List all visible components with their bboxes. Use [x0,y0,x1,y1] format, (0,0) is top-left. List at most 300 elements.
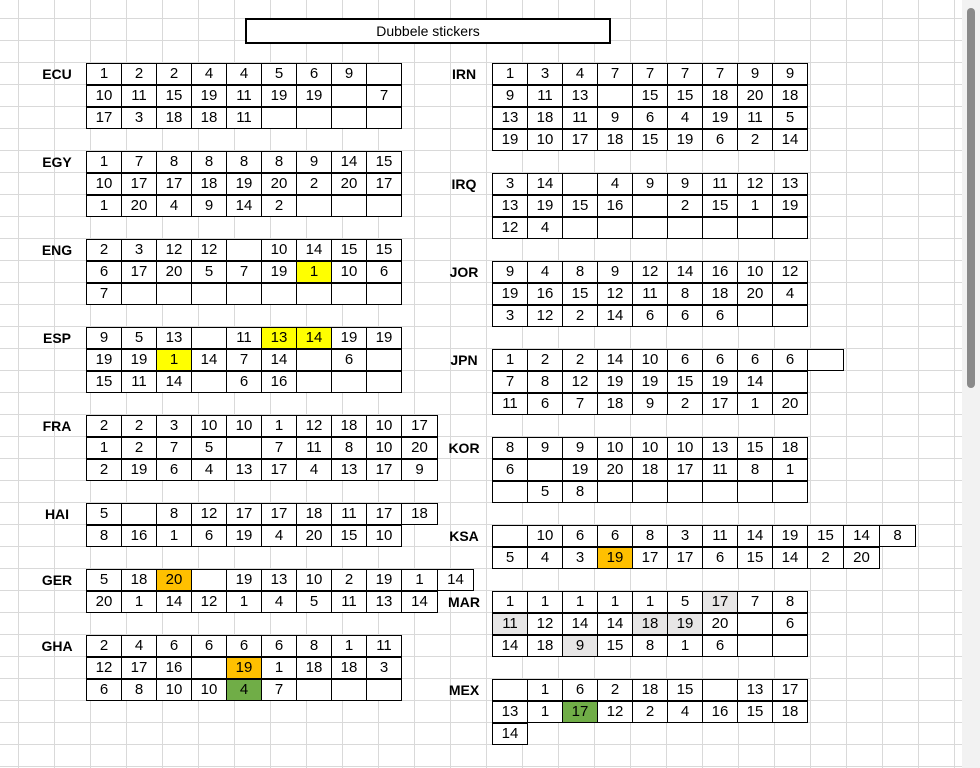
sticker-cell[interactable]: 4 [226,679,262,701]
sticker-cell[interactable]: 19 [121,349,157,371]
sticker-cell[interactable]: 11 [702,173,738,195]
sticker-cell[interactable]: 12 [737,173,773,195]
sticker-cell[interactable]: 14 [296,327,332,349]
sticker-cell[interactable] [296,195,332,217]
sticker-cell[interactable]: 18 [772,701,808,723]
sticker-cell[interactable]: 17 [121,173,157,195]
sticker-cell[interactable] [737,305,773,327]
sticker-cell[interactable]: 19 [191,85,227,107]
sticker-cell[interactable]: 2 [331,569,367,591]
sticker-cell[interactable]: 1 [121,591,157,613]
sticker-cell[interactable]: 9 [772,63,808,85]
sticker-cell[interactable] [492,481,528,503]
sticker-cell[interactable]: 5 [667,591,703,613]
sticker-cell[interactable]: 1 [527,679,563,701]
sticker-cell[interactable] [562,173,598,195]
sticker-cell[interactable]: 11 [492,393,528,415]
sticker-cell[interactable] [226,283,262,305]
sticker-cell[interactable]: 1 [86,151,122,173]
sticker-cell[interactable]: 6 [86,679,122,701]
sticker-cell[interactable]: 1 [261,657,297,679]
sticker-cell[interactable]: 6 [702,129,738,151]
sticker-cell[interactable]: 16 [121,525,157,547]
sticker-cell[interactable]: 14 [492,723,528,745]
sticker-cell[interactable]: 7 [156,437,192,459]
sticker-cell[interactable]: 14 [191,349,227,371]
sticker-cell[interactable]: 14 [437,569,474,591]
sticker-cell[interactable] [366,679,402,701]
sticker-cell[interactable]: 19 [702,107,738,129]
sticker-cell[interactable]: 2 [86,459,122,481]
scrollbar-thumb[interactable] [967,8,975,388]
sticker-cell[interactable]: 14 [492,635,528,657]
sticker-cell[interactable]: 4 [527,547,563,569]
sticker-cell[interactable]: 10 [86,173,122,195]
sticker-cell[interactable]: 20 [401,437,438,459]
sticker-cell[interactable]: 9 [191,195,227,217]
sticker-cell[interactable]: 1 [86,437,122,459]
sticker-cell[interactable]: 14 [843,525,880,547]
sticker-cell[interactable]: 18 [296,503,332,525]
sticker-cell[interactable]: 12 [296,415,332,437]
sticker-cell[interactable]: 12 [156,239,192,261]
sticker-cell[interactable] [261,283,297,305]
sticker-cell[interactable]: 19 [702,371,738,393]
sticker-cell[interactable]: 10 [191,679,227,701]
sticker-cell[interactable]: 1 [562,591,598,613]
sticker-cell[interactable]: 1 [772,459,808,481]
sticker-cell[interactable]: 6 [772,613,808,635]
sticker-cell[interactable]: 18 [121,569,157,591]
sticker-cell[interactable]: 13 [702,437,738,459]
sticker-cell[interactable]: 5 [527,481,563,503]
sticker-cell[interactable]: 8 [156,151,192,173]
sticker-cell[interactable]: 19 [331,327,367,349]
sticker-cell[interactable]: 20 [737,283,773,305]
sticker-cell[interactable]: 19 [226,569,262,591]
sticker-cell[interactable] [366,371,402,393]
sticker-cell[interactable]: 17 [366,459,402,481]
sticker-cell[interactable]: 1 [261,415,297,437]
sticker-cell[interactable]: 13 [331,459,367,481]
sticker-cell[interactable]: 19 [492,129,528,151]
sticker-cell[interactable]: 4 [156,195,192,217]
sticker-cell[interactable]: 9 [632,173,668,195]
sticker-cell[interactable]: 6 [156,459,192,481]
sticker-cell[interactable]: 19 [492,283,528,305]
sticker-cell[interactable]: 18 [527,107,563,129]
sticker-cell[interactable]: 20 [86,591,122,613]
sticker-cell[interactable]: 13 [562,85,598,107]
sticker-cell[interactable]: 13 [261,569,297,591]
sticker-cell[interactable]: 15 [632,129,668,151]
sticker-cell[interactable]: 14 [597,349,633,371]
sticker-cell[interactable]: 16 [527,283,563,305]
sticker-cell[interactable]: 15 [331,525,367,547]
sticker-cell[interactable]: 14 [597,305,633,327]
sticker-cell[interactable]: 2 [562,305,598,327]
sticker-cell[interactable]: 19 [226,173,262,195]
sticker-cell[interactable]: 19 [366,569,402,591]
sticker-cell[interactable]: 11 [331,503,367,525]
sticker-cell[interactable]: 3 [492,173,528,195]
sticker-cell[interactable]: 5 [261,63,297,85]
sticker-cell[interactable]: 8 [632,525,668,547]
sticker-cell[interactable]: 15 [366,151,402,173]
sticker-cell[interactable]: 15 [737,547,773,569]
sticker-cell[interactable]: 7 [261,437,297,459]
sticker-cell[interactable]: 2 [296,173,332,195]
sticker-cell[interactable]: 4 [261,591,297,613]
sticker-cell[interactable]: 7 [667,63,703,85]
sticker-cell[interactable]: 10 [527,129,563,151]
sticker-cell[interactable]: 9 [597,107,633,129]
sticker-cell[interactable]: 17 [261,459,297,481]
sticker-cell[interactable]: 14 [156,591,192,613]
sticker-cell[interactable]: 18 [527,635,563,657]
sticker-cell[interactable]: 7 [226,349,262,371]
sticker-cell[interactable]: 5 [191,437,227,459]
sticker-cell[interactable]: 6 [156,635,192,657]
sticker-cell[interactable]: 2 [86,239,122,261]
sticker-cell[interactable]: 15 [366,239,402,261]
sticker-cell[interactable]: 7 [366,85,402,107]
sticker-cell[interactable]: 8 [667,283,703,305]
sticker-cell[interactable]: 15 [86,371,122,393]
sticker-cell[interactable]: 14 [737,525,773,547]
sticker-cell[interactable]: 14 [296,239,332,261]
sticker-cell[interactable]: 10 [366,415,402,437]
sticker-cell[interactable] [296,283,332,305]
sticker-cell[interactable]: 9 [296,151,332,173]
sticker-cell[interactable]: 15 [667,371,703,393]
sticker-cell[interactable] [191,283,227,305]
sticker-cell[interactable]: 19 [597,547,633,569]
sticker-cell[interactable]: 10 [366,437,402,459]
sticker-cell[interactable]: 5 [121,327,157,349]
sticker-cell[interactable]: 9 [527,437,563,459]
sticker-cell[interactable]: 17 [261,503,297,525]
sticker-cell[interactable]: 1 [527,591,563,613]
sticker-cell[interactable]: 11 [702,525,738,547]
sticker-cell[interactable]: 3 [156,415,192,437]
sticker-cell[interactable]: 11 [527,85,563,107]
sticker-cell[interactable]: 4 [527,217,563,239]
sticker-cell[interactable]: 19 [226,525,262,547]
sticker-cell[interactable] [737,481,773,503]
sticker-cell[interactable]: 14 [331,151,367,173]
sticker-cell[interactable]: 15 [562,283,598,305]
sticker-cell[interactable]: 1 [492,349,528,371]
sticker-cell[interactable] [331,195,367,217]
sticker-cell[interactable]: 8 [156,503,192,525]
sticker-cell[interactable]: 10 [632,437,668,459]
sticker-cell[interactable] [121,283,157,305]
sticker-cell[interactable]: 6 [702,635,738,657]
sticker-cell[interactable]: 17 [772,679,808,701]
sticker-cell[interactable] [597,85,633,107]
sticker-cell[interactable]: 7 [261,679,297,701]
sticker-cell[interactable]: 8 [261,151,297,173]
sticker-cell[interactable]: 15 [156,85,192,107]
sticker-cell[interactable] [226,239,262,261]
sticker-cell[interactable]: 14 [772,129,808,151]
sticker-cell[interactable] [191,657,227,679]
sticker-cell[interactable]: 12 [527,613,563,635]
sticker-cell[interactable] [772,217,808,239]
sticker-cell[interactable]: 8 [737,459,773,481]
sticker-cell[interactable]: 6 [226,635,262,657]
sticker-cell[interactable]: 15 [807,525,844,547]
sticker-cell[interactable]: 18 [632,459,668,481]
sticker-cell[interactable]: 11 [366,635,402,657]
sticker-cell[interactable]: 1 [597,591,633,613]
sticker-cell[interactable]: 4 [597,173,633,195]
sticker-cell[interactable]: 20 [772,393,808,415]
sticker-cell[interactable]: 1 [226,591,262,613]
sticker-cell[interactable]: 8 [296,635,332,657]
sticker-cell[interactable]: 10 [667,437,703,459]
sticker-cell[interactable] [492,525,528,547]
sticker-cell[interactable] [191,569,227,591]
sticker-cell[interactable]: 16 [702,701,738,723]
sticker-cell[interactable]: 14 [261,349,297,371]
sticker-cell[interactable]: 1 [492,63,528,85]
sticker-cell[interactable]: 9 [401,459,438,481]
sticker-cell[interactable]: 11 [121,85,157,107]
sticker-cell[interactable] [737,613,773,635]
sticker-cell[interactable]: 11 [492,613,528,635]
sticker-cell[interactable]: 8 [331,437,367,459]
sticker-cell[interactable] [366,349,402,371]
sticker-cell[interactable]: 12 [191,503,227,525]
sticker-cell[interactable]: 18 [191,107,227,129]
sticker-cell[interactable]: 19 [562,459,598,481]
sticker-cell[interactable]: 12 [562,371,598,393]
sticker-cell[interactable]: 18 [191,173,227,195]
sticker-cell[interactable]: 11 [226,327,262,349]
sticker-cell[interactable] [597,481,633,503]
sticker-cell[interactable]: 18 [597,129,633,151]
sticker-cell[interactable]: 15 [597,635,633,657]
sticker-cell[interactable]: 10 [632,349,668,371]
sticker-cell[interactable]: 11 [226,107,262,129]
sticker-cell[interactable]: 2 [667,393,703,415]
sticker-cell[interactable]: 19 [667,129,703,151]
sticker-cell[interactable]: 10 [261,239,297,261]
sticker-cell[interactable]: 18 [702,283,738,305]
sticker-cell[interactable]: 13 [492,107,528,129]
sticker-cell[interactable]: 6 [191,635,227,657]
sticker-cell[interactable] [226,437,262,459]
sticker-cell[interactable]: 8 [121,679,157,701]
sticker-cell[interactable]: 13 [156,327,192,349]
sticker-cell[interactable]: 12 [632,261,668,283]
sticker-cell[interactable]: 6 [597,525,633,547]
sticker-cell[interactable] [366,107,402,129]
sticker-cell[interactable]: 2 [597,679,633,701]
sticker-cell[interactable]: 18 [597,393,633,415]
sticker-cell[interactable]: 14 [772,547,808,569]
sticker-cell[interactable]: 11 [632,283,668,305]
sticker-cell[interactable]: 10 [366,525,402,547]
sticker-cell[interactable]: 16 [156,657,192,679]
sticker-cell[interactable] [772,635,808,657]
sticker-cell[interactable]: 19 [296,85,332,107]
sticker-cell[interactable]: 20 [296,525,332,547]
sticker-cell[interactable] [702,679,738,701]
sticker-cell[interactable]: 17 [632,547,668,569]
sticker-cell[interactable]: 1 [492,591,528,613]
sticker-cell[interactable]: 11 [737,107,773,129]
sticker-cell[interactable]: 13 [492,701,528,723]
sticker-cell[interactable]: 10 [597,437,633,459]
sticker-cell[interactable]: 1 [296,261,332,283]
sticker-cell[interactable]: 18 [296,657,332,679]
sticker-cell[interactable]: 4 [527,261,563,283]
sticker-cell[interactable]: 19 [121,459,157,481]
sticker-cell[interactable]: 18 [772,85,808,107]
sticker-cell[interactable]: 1 [737,195,773,217]
sticker-cell[interactable]: 13 [492,195,528,217]
sticker-cell[interactable]: 15 [737,437,773,459]
sticker-cell[interactable] [772,371,808,393]
sticker-cell[interactable]: 2 [807,547,844,569]
sticker-cell[interactable]: 1 [156,525,192,547]
sticker-cell[interactable]: 8 [86,525,122,547]
sticker-cell[interactable] [296,679,332,701]
sticker-cell[interactable]: 2 [121,437,157,459]
sticker-cell[interactable]: 9 [492,85,528,107]
sticker-cell[interactable] [807,349,844,371]
sticker-cell[interactable]: 19 [261,85,297,107]
sticker-cell[interactable]: 7 [492,371,528,393]
sticker-cell[interactable]: 10 [737,261,773,283]
sticker-cell[interactable]: 17 [562,701,598,723]
sticker-cell[interactable] [191,327,227,349]
sticker-cell[interactable]: 4 [296,459,332,481]
sticker-cell[interactable] [667,481,703,503]
sticker-cell[interactable]: 19 [597,371,633,393]
sticker-cell[interactable]: 6 [296,63,332,85]
sticker-cell[interactable]: 14 [156,371,192,393]
sticker-cell[interactable]: 8 [772,591,808,613]
sticker-cell[interactable]: 2 [667,195,703,217]
sticker-cell[interactable] [702,217,738,239]
sticker-cell[interactable]: 19 [772,195,808,217]
sticker-cell[interactable]: 18 [702,85,738,107]
sticker-cell[interactable]: 14 [527,173,563,195]
sticker-cell[interactable]: 12 [597,283,633,305]
sticker-cell[interactable]: 6 [702,547,738,569]
sticker-cell[interactable]: 6 [772,349,808,371]
sticker-cell[interactable]: 2 [737,129,773,151]
sticker-cell[interactable]: 13 [366,591,402,613]
sticker-cell[interactable]: 17 [667,459,703,481]
sticker-cell[interactable]: 15 [702,195,738,217]
sticker-cell[interactable] [772,305,808,327]
sticker-cell[interactable]: 19 [226,657,262,679]
sticker-cell[interactable]: 6 [331,349,367,371]
sticker-cell[interactable]: 2 [562,349,598,371]
sticker-cell[interactable]: 6 [737,349,773,371]
sticker-cell[interactable] [632,195,668,217]
sticker-cell[interactable] [156,283,192,305]
sticker-cell[interactable]: 19 [632,371,668,393]
sticker-cell[interactable]: 10 [86,85,122,107]
sticker-cell[interactable]: 7 [737,591,773,613]
sticker-cell[interactable]: 20 [156,569,192,591]
sticker-cell[interactable] [191,371,227,393]
sticker-cell[interactable]: 10 [527,525,563,547]
sticker-cell[interactable]: 15 [667,679,703,701]
sticker-cell[interactable]: 12 [191,591,227,613]
sticker-cell[interactable]: 5 [772,107,808,129]
sticker-cell[interactable]: 16 [702,261,738,283]
sticker-cell[interactable] [121,503,157,525]
sticker-cell[interactable] [366,195,402,217]
sticker-cell[interactable]: 1 [667,635,703,657]
sticker-cell[interactable]: 3 [562,547,598,569]
sticker-cell[interactable] [737,635,773,657]
sticker-cell[interactable]: 14 [226,195,262,217]
sticker-cell[interactable]: 6 [702,305,738,327]
sticker-cell[interactable] [702,481,738,503]
sticker-cell[interactable]: 6 [562,525,598,547]
sticker-cell[interactable]: 6 [86,261,122,283]
sticker-cell[interactable]: 19 [86,349,122,371]
sticker-cell[interactable]: 7 [632,63,668,85]
sticker-cell[interactable]: 14 [562,613,598,635]
sticker-cell[interactable] [296,371,332,393]
sticker-cell[interactable]: 6 [667,349,703,371]
sticker-cell[interactable]: 17 [156,173,192,195]
sticker-cell[interactable]: 6 [492,459,528,481]
sticker-cell[interactable]: 14 [597,613,633,635]
sticker-cell[interactable]: 13 [737,679,773,701]
sticker-cell[interactable]: 3 [667,525,703,547]
sticker-cell[interactable]: 6 [527,393,563,415]
sticker-cell[interactable]: 17 [366,503,402,525]
sticker-cell[interactable]: 2 [156,63,192,85]
sticker-cell[interactable] [772,481,808,503]
sticker-cell[interactable]: 4 [191,459,227,481]
sticker-cell[interactable]: 5 [191,261,227,283]
sticker-cell[interactable] [562,217,598,239]
sticker-cell[interactable]: 1 [156,349,192,371]
sticker-cell[interactable]: 1 [632,591,668,613]
sticker-cell[interactable]: 5 [86,503,122,525]
sticker-cell[interactable]: 2 [121,63,157,85]
sticker-cell[interactable]: 2 [86,415,122,437]
sticker-cell[interactable]: 20 [261,173,297,195]
sticker-cell[interactable]: 3 [121,107,157,129]
sticker-cell[interactable]: 4 [191,63,227,85]
sticker-cell[interactable]: 11 [226,85,262,107]
sticker-cell[interactable] [737,217,773,239]
sticker-cell[interactable]: 13 [226,459,262,481]
sticker-cell[interactable]: 9 [562,635,598,657]
sticker-cell[interactable]: 3 [121,239,157,261]
sticker-cell[interactable]: 19 [527,195,563,217]
sticker-cell[interactable] [492,679,528,701]
sticker-cell[interactable]: 11 [562,107,598,129]
sticker-cell[interactable]: 17 [366,173,402,195]
sticker-cell[interactable]: 18 [772,437,808,459]
sticker-cell[interactable]: 4 [226,63,262,85]
sticker-cell[interactable] [331,371,367,393]
sticker-cell[interactable]: 19 [261,261,297,283]
